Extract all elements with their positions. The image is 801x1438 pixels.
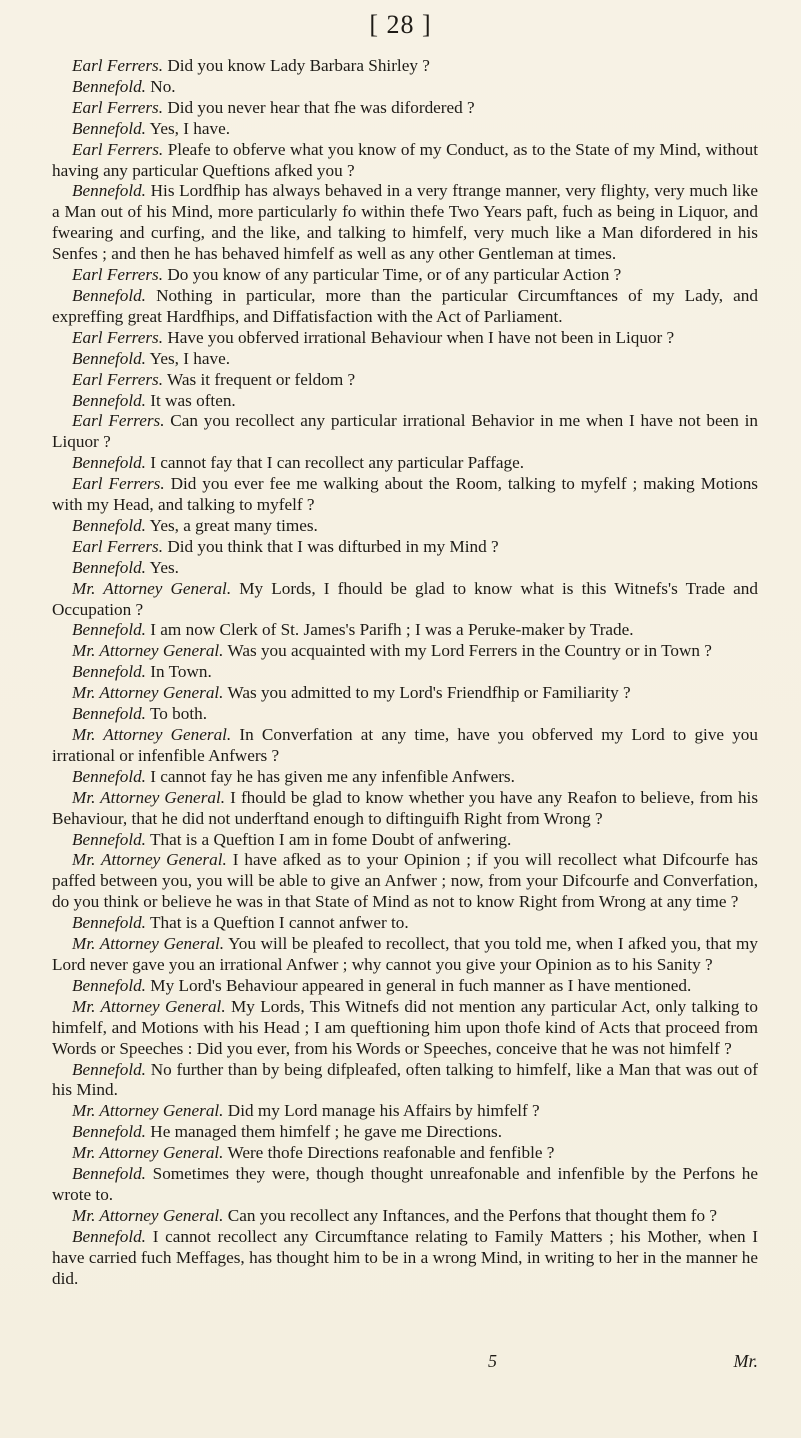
- testimony-entry: [52, 830, 758, 851]
- speaker-name: Bennefold.: [72, 118, 146, 138]
- testimony-entry: [52, 453, 758, 474]
- testimony-entry: [52, 1227, 758, 1290]
- speaker-name: Mr. Attorney General.: [72, 578, 232, 598]
- testimony-entry: [52, 1164, 758, 1206]
- testimony-text: Were thofe Directions reafonable and fenfible ?: [227, 1143, 555, 1163]
- testimony-entry: [52, 1060, 758, 1102]
- speaker-name: Bennefold.: [72, 829, 146, 849]
- speaker-name: Bennefold.: [72, 348, 146, 368]
- testimony-text: To both.: [149, 704, 208, 724]
- testimony-text: In Town.: [150, 662, 212, 682]
- speaker-name: Earl Ferrers.: [72, 97, 164, 117]
- testimony-entry: [52, 662, 758, 683]
- testimony-text: Did my Lord manage his Affairs by himfelf ?: [227, 1101, 540, 1121]
- speaker-name: Bennefold.: [72, 766, 146, 786]
- testimony-text: Was you acquainted with my Lord Ferrers in the Country or in Town ?: [227, 641, 712, 661]
- testimony-entry: [52, 1143, 758, 1164]
- testimony-text: It was often.: [150, 390, 236, 410]
- speaker-name: Earl Ferrers.: [72, 327, 164, 347]
- testimony-entry: [52, 934, 758, 976]
- testimony-entry: [52, 537, 758, 558]
- speaker-name: Mr. Attorney General.: [72, 996, 226, 1016]
- speaker-name: Mr. Attorney General.: [72, 850, 227, 870]
- testimony-entry: [52, 704, 758, 725]
- speaker-name: Bennefold.: [72, 557, 146, 577]
- testimony-text: Can you recollect any Inftances, and the Perfons that thought them fo ?: [227, 1205, 717, 1225]
- testimony-entry: [52, 286, 758, 328]
- testimony-entry: [52, 77, 758, 98]
- page-footer: [52, 1351, 758, 1375]
- page-number: [ 28 ]: [369, 10, 432, 39]
- testimony-text: That is a Queftion I am in fome Doubt of anfwering.: [149, 829, 512, 849]
- testimony-entry: [52, 725, 758, 767]
- testimony-entry: [52, 1101, 758, 1122]
- speaker-name: Bennefold.: [72, 1122, 146, 1142]
- testimony-text: Did you ever fee me walking about the Room, talking to myfelf ; making Motions with my Head, and talking to myfelf ?: [52, 474, 758, 515]
- speaker-name: Bennefold.: [72, 913, 146, 933]
- testimony-text: Do you know of any particular Time, or of any particular Action ?: [167, 265, 622, 285]
- speaker-name: Earl Ferrers.: [72, 265, 164, 285]
- speaker-name: Bennefold.: [72, 76, 146, 96]
- speaker-name: Mr. Attorney General.: [72, 1101, 224, 1121]
- speaker-name: Earl Ferrers.: [72, 369, 164, 389]
- testimony-entry: [52, 683, 758, 704]
- speaker-name: Mr. Attorney General.: [72, 683, 224, 703]
- speaker-name: Earl Ferrers.: [72, 474, 165, 494]
- testimony-text: Yes.: [149, 557, 179, 577]
- testimony-text: My Lords, This Witnefs did not mention any particular Act, only talking to himfelf, and Motions with his Head ; I am queftioning him upon thofe kind of Acts that proceed from Words or Speeches : Did you ever, from his Words or Speeches, conceive that he was not himfelf ?: [52, 996, 759, 1058]
- speaker-name: Mr. Attorney General.: [72, 934, 225, 954]
- testimony-text: Pleafe to obferve what you know of my Conduct, as to the State of my Mind, without having any particular Queftions afked you ?: [52, 139, 758, 180]
- testimony-entry: [52, 474, 758, 516]
- testimony-text: You will be pleafed to recollect, that you told me, when I afked you, that my Lord never gave you an irrational Anfwer ; why cannot you give your Opinion as to his Sanity ?: [52, 934, 758, 974]
- speaker-name: Mr. Attorney General.: [72, 641, 224, 661]
- testimony-text: Did you think that I was difturbed in my Mind ?: [167, 536, 499, 556]
- testimony-entry: [52, 98, 758, 119]
- testimony-entry: [52, 56, 758, 77]
- testimony-text: In Converfation at any time, have you obferved my Lord to give you irrational or infenfible Anfwers ?: [52, 725, 758, 765]
- testimony-text: Yes, I have.: [149, 348, 231, 368]
- testimony-text: Did you know Lady Barbara Shirley ?: [167, 56, 430, 75]
- speaker-name: Bennefold.: [72, 453, 146, 473]
- testimony-entry: [52, 265, 758, 286]
- testimony-entry: [52, 976, 758, 997]
- testimony-text: He managed them himfelf ; he gave me Directions.: [150, 1122, 503, 1142]
- testimony-text: No.: [150, 76, 176, 96]
- testimony-entry: [52, 391, 758, 412]
- testimony-text: Sometimes they were, though thought unreafonable and infenfible by the Perfons he wrote to.: [52, 1164, 758, 1204]
- speaker-name: Earl Ferrers.: [72, 139, 164, 159]
- catchword: Mr.: [733, 1351, 758, 1371]
- speaker-name: Bennefold.: [72, 662, 146, 682]
- speaker-name: Bennefold.: [72, 390, 146, 410]
- testimony-entry: [52, 1122, 758, 1143]
- speaker-name: Mr. Attorney General.: [72, 1143, 224, 1163]
- testimony-entry: [52, 767, 758, 788]
- speaker-name: Bennefold.: [72, 620, 146, 640]
- testimony-text: I cannot recollect any Circumftance relating to Family Matters ; his Mother, when I have carried fuch Meffages, has thought him to be in a wrong Mind, in writing to her in the manner he did.: [52, 1226, 759, 1288]
- testimony-entry: [52, 370, 758, 391]
- testimony-entry: [52, 140, 758, 182]
- testimony-text: Have you obferved irrational Behaviour when I have not been in Liquor ?: [167, 327, 675, 347]
- testimony-text: I am now Clerk of St. James's Parifh ; I was a Peruke-maker by Trade.: [150, 620, 634, 640]
- testimony-entry: [52, 788, 758, 830]
- testimony-entry: [52, 620, 758, 641]
- testimony-entry: [52, 411, 758, 453]
- testimony-entry: [52, 181, 758, 265]
- speaker-name: Earl Ferrers.: [72, 56, 164, 75]
- testimony-text: Yes, a great many times.: [149, 515, 318, 535]
- testimony-text: I cannot fay he has given me any infenfible Anfwers.: [150, 766, 515, 786]
- signature-mark: 5: [488, 1351, 497, 1371]
- testimony-text: Can you recollect any particular irrational Behavior in me when I have not been in Liquor ?: [52, 411, 759, 452]
- speaker-name: Bennefold.: [72, 975, 146, 995]
- speaker-name: Earl Ferrers.: [72, 411, 165, 431]
- testimony-text: Was you admitted to my Lord's Friendfhip or Familiarity ?: [227, 683, 631, 703]
- testimony-entry: [52, 558, 758, 579]
- testimony-entry: [52, 579, 758, 621]
- testimony-text: I cannot fay that I can recollect any particular Paffage.: [150, 453, 525, 473]
- speaker-name: Bennefold.: [72, 1164, 146, 1184]
- testimony-text: Yes, I have.: [149, 118, 231, 138]
- testimony-entry: [52, 328, 758, 349]
- transcript-body: [52, 56, 758, 1289]
- speaker-name: Earl Ferrers.: [72, 536, 164, 556]
- testimony-entry: [52, 349, 758, 370]
- testimony-entry: [52, 913, 758, 934]
- testimony-text: My Lords, I fhould be glad to know what is this Witnefs's Trade and Occupation ?: [52, 578, 758, 619]
- testimony-entry: [52, 997, 758, 1060]
- testimony-text: His Lordfhip has always behaved in a very ftrange manner, very flighty, very much like a Man out of his Mind, more particularly fo within thefe Two Years paft, fuch as being in Liquor, and fwearing and curfing, and the like, and talking to himfelf, very much like a Man difordered in his Senfes ; and then he has behaved himfelf as well as any other Gentleman at times.: [52, 181, 758, 264]
- testimony-text: Did you never hear that fhe was difordered ?: [167, 97, 475, 117]
- testimony-text: I fhould be glad to know whether you have any Reafon to believe, from his Behaviour, that he did not underftand enough to diftinguifh Right from Wrong ?: [52, 787, 759, 828]
- speaker-name: Mr. Attorney General.: [72, 725, 232, 744]
- speaker-name: Bennefold.: [72, 515, 146, 535]
- testimony-text: Was it frequent or feldom ?: [167, 369, 356, 389]
- testimony-text: No further than by being difpleafed, often talking to himfelf, like a Man that was out of his Mind.: [52, 1059, 758, 1100]
- testimony-entry: [52, 641, 758, 662]
- testimony-text: Nothing in particular, more than the particular Circumftances of my Lady, and expreffing great Hardfhips, and Diffatisfaction with the Act of Parliament.: [52, 285, 758, 326]
- testimony-entry: [52, 119, 758, 140]
- testimony-entry: [52, 1206, 758, 1227]
- speaker-name: Bennefold.: [72, 181, 146, 201]
- speaker-name: Bennefold.: [72, 704, 146, 724]
- speaker-name: Mr. Attorney General.: [72, 787, 226, 807]
- testimony-entry: [52, 516, 758, 537]
- testimony-text: My Lord's Behaviour appeared in general in fuch manner as I have mentioned.: [150, 975, 692, 995]
- testimony-text: That is a Queftion I cannot anfwer to.: [149, 913, 409, 933]
- testimony-text: I have afked as to your Opinion ; if you will recollect what Difcourfe has paffed between you, you will be able to give an Anfwer ; now, from your Difcourfe and Converfation, do you think or believe he was in that State of Mind as not to know Right from Wrong at any time ?: [52, 850, 758, 912]
- speaker-name: Mr. Attorney General.: [72, 1205, 224, 1225]
- speaker-name: Bennefold.: [72, 1059, 146, 1079]
- testimony-entry: [52, 850, 758, 913]
- speaker-name: Bennefold.: [72, 1226, 146, 1246]
- speaker-name: Bennefold.: [72, 285, 146, 305]
